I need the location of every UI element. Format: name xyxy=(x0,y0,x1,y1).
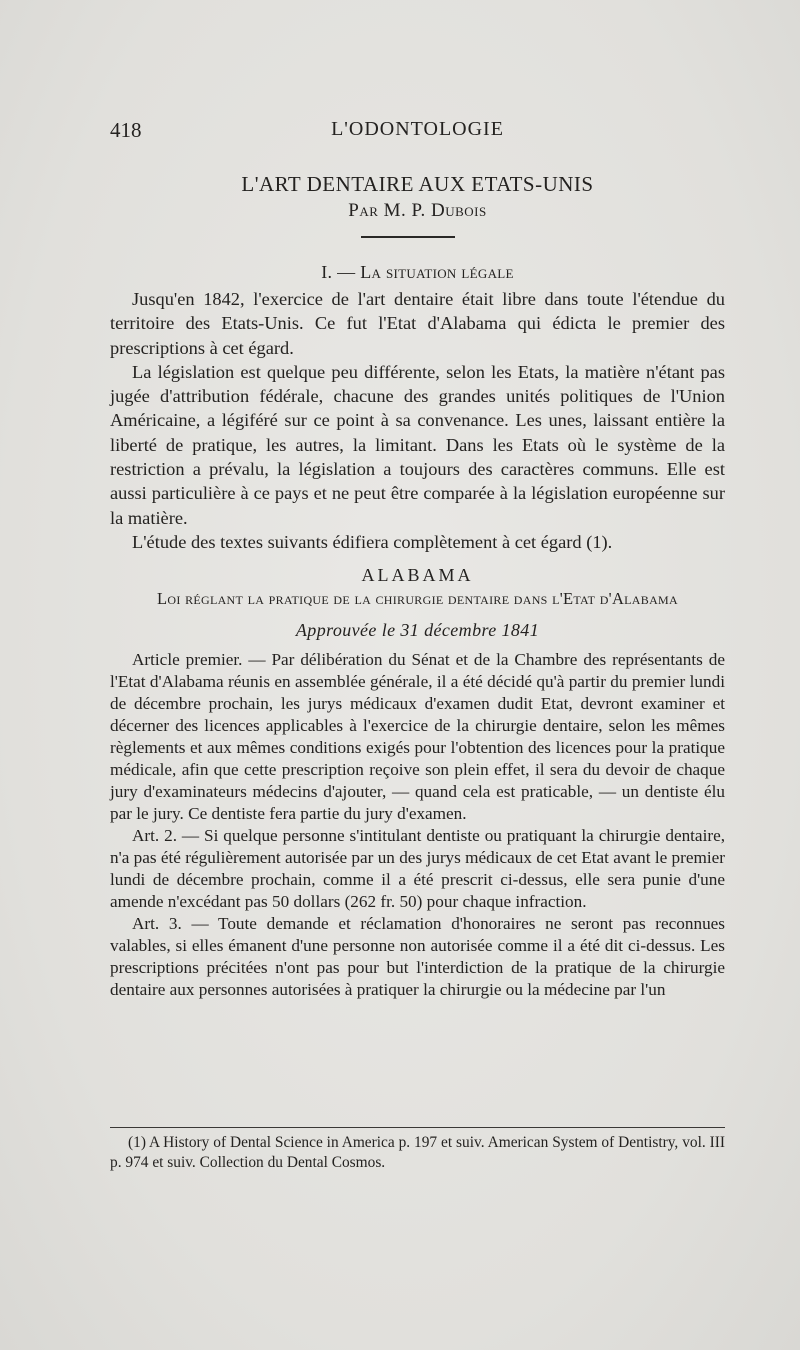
author-byline: Par M. P. Dubois xyxy=(348,200,487,221)
page-number: 418 xyxy=(110,118,142,142)
law-article: Article premier. — Par délibération du Sénat et de la Chambre des représentants de l'Etat d'Alabama réunis en assemblée générale, il a été décidé qu'à partir du premier lundi de décembre prochain, les jurys médicaux d'examen dudit Etat, devront examiner et décerner des licences applicables à l'exercice de la chirurgie dentaire, selon les mêmes règlements et aux mêmes conditions exigés pour l'obtention des licences pour la pratique médicale, afin que cette prescription reçoive son plein effet, il sera du devoir de chaque jury d'examinateurs médecins d'ajouter, — quand cela est praticable, — un dentiste élu par le jury. Ce dentiste fera partie du jury d'examen. xyxy=(110,649,725,823)
section-heading: I. — La situation légale xyxy=(321,262,514,282)
state-heading: ALABAMA xyxy=(361,565,474,586)
article-title: L'ART DENTAIRE AUX ETATS-UNIS xyxy=(241,172,594,196)
approval-date: Approuvée le 31 décembre 1841 xyxy=(295,620,540,641)
paragraph: La législation est quelque peu différente, selon les Etats, la matière n'étant pas jugée d'attribution fédérale, chacune des grandes unités politiques de l'Union Américaine, a légiféré sur ce point à sa convenance. Les unes, laissant entière la liberté de pratique, les autres, la limitant. Dans les Etats où le système de la restriction a prévalu, la législation a toujours des caractères communs. Elle est aussi particulière à ce pays et ne peut être comparée à la législation européenne sur la matière. xyxy=(110,361,725,528)
law-article: Art. 2. — Si quelque personne s'intitulant dentiste ou pratiquant la chirurgie dentaire, n'a pas été régulièrement autorisée par un des jurys médicaux de cet Etat avant le premier lundi de décembre prochain, comme il a été prescrit ci-dessus, elle sera punie d'une amende n'excédant pas 50 dollars (262 fr. 50) pour chaque infraction. xyxy=(110,825,725,911)
footnote-rule xyxy=(110,1127,725,1128)
title-rule xyxy=(361,236,455,238)
article-body xyxy=(110,287,725,1001)
running-header xyxy=(110,118,725,142)
law-article: Art. 3. — Toute demande et réclamation d'honoraires ne seront pas reconnues valables, si elles émanent d'une personne non autorisée comme il a été dit ci-dessus. Les prescriptions précitées n'ont pas pour but l'interdiction de la pratique de la chirurgie dentaire aux personnes autorisées à pratiquer la chirurgie ou la médecine par l'un xyxy=(110,913,725,999)
paragraph: Jusqu'en 1842, l'exercice de l'art dentaire était libre dans toute l'étendue du territoire des Etats-Unis. Ce fut l'Etat d'Alabama qui édicta le premier des prescriptions à cet égard. xyxy=(110,289,725,358)
law-title: Loi réglant la pratique de la chirurgie dentaire dans l'Etat d'Alabama xyxy=(157,589,678,609)
running-title: L'ODONTOLOGIE xyxy=(331,118,504,140)
paragraph: L'étude des textes suivants édifiera complètement à cet égard (1). xyxy=(132,531,613,552)
footnote: (1) A History of Dental Science in America p. 197 et suiv. American System of Dentistry, vol. III p. 974 et suiv. Collection du Dental Cosmos. xyxy=(110,1134,725,1171)
